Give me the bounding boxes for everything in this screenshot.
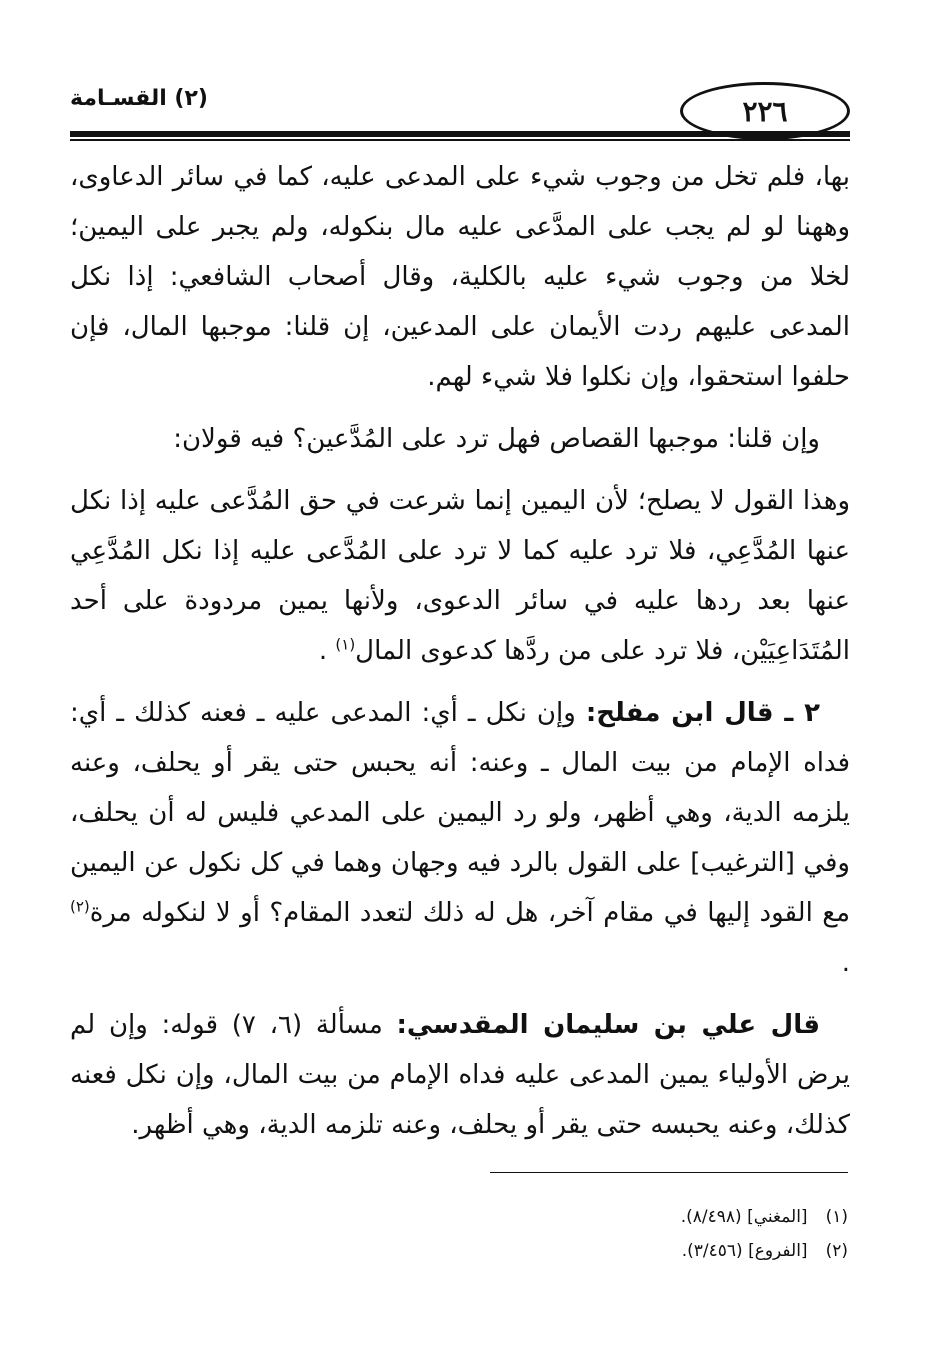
footnote-number: (٢): [825, 1241, 848, 1261]
running-title: (٢) القسـامة: [70, 86, 208, 111]
paragraph-tail: .: [318, 636, 336, 666]
paragraph-text: وإن نكل ـ أي: المدعى عليه ـ فعنه كذلك ـ أي: فداه الإمام من بيت المال ـ وعنه: أنه يحبس حتى يقر أو يحلف، وعنه يلزمه الدية، وهي أظهر، ولو رد اليمين على المدعي فليس له أن يحلف، وفي [الترغيب] على القول بالرد فيه وجهان وهما في كل نكول عن اليمين مع القود إليها في مقام آخر، هل له ذلك لتعدد المقام؟ أو لا لنكوله مرة: [70, 698, 850, 928]
paragraph-tail: .: [841, 948, 850, 978]
paragraph-text: بها، فلم تخل من وجوب شيء على المدعى عليه، كما في سائر الدعاوى، وههنا لو لم يجب على المدَّعى عليه مال بنكوله، ولم يجبر على اليمين؛ لخلا من وجوب شيء عليه بالكلية، وقال أصحاب الشافعي: إذا نكل المدعى عليهم ردت الأيمان على المدعين، إن قلنا: موجبها المال، فإن حلفوا استحقوا، وإن نكلوا فلا شيء لهم.: [70, 162, 850, 392]
paragraph-lead: ٢ ـ قال ابن مفلح:: [585, 698, 821, 728]
footnote-ref-1[interactable]: (١): [335, 635, 356, 654]
footnotes: [70, 1200, 848, 1268]
paragraph-4: [70, 688, 850, 988]
page-number: ٢٢٦: [742, 94, 788, 128]
footnote-text: [الفروع] (٣/٤٥٦).: [681, 1241, 808, 1261]
paragraph-text: وإن قلنا: موجبها القصاص فهل ترد على المُدَّعين؟ فيه قولان:: [173, 424, 820, 454]
main-text: [70, 152, 850, 1162]
paragraph-5: [70, 1000, 850, 1150]
paragraph-3: [70, 476, 850, 676]
footnote-2: [70, 1234, 848, 1268]
paragraph-1: [70, 152, 850, 402]
paragraph-text: وهذا القول لا يصلح؛ لأن اليمين إنما شرعت في حق المُدَّعى عليه إذا نكل عنها المُدَّعِي، فلا ترد عليه كما لا ترد على المُدَّعى عليه إذا نكل المُدَّعِي عنها بعد ردها عليه في سائر الدعوى، ولأنها يمين مردودة على أحد المُتَدَاعِيَيْن، فلا ترد على من ردَّها كدعوى المال: [70, 486, 850, 666]
footnote-rule: [490, 1172, 848, 1173]
footnote-text: [المغني] (٨/٤٩٨).: [680, 1207, 808, 1227]
footnote-number: (١): [825, 1207, 848, 1227]
paragraph-text: مسألة (٦، ٧) قوله: وإن لم يرض الأولياء يمين المدعى عليه فداه الإمام من بيت المال، وإن نكل فعنه كذلك، وعنه يحبسه حتى يقر أو يحلف، وعنه تلزمه الدية، وهي أظهر.: [70, 1010, 850, 1140]
paragraph-lead: قال علي بن سليمان المقدسي:: [396, 1010, 820, 1040]
footnote-1: [70, 1200, 848, 1234]
paragraph-2: [70, 414, 850, 464]
header-rule: [70, 131, 850, 141]
footnote-ref-2[interactable]: (٢): [70, 897, 90, 916]
